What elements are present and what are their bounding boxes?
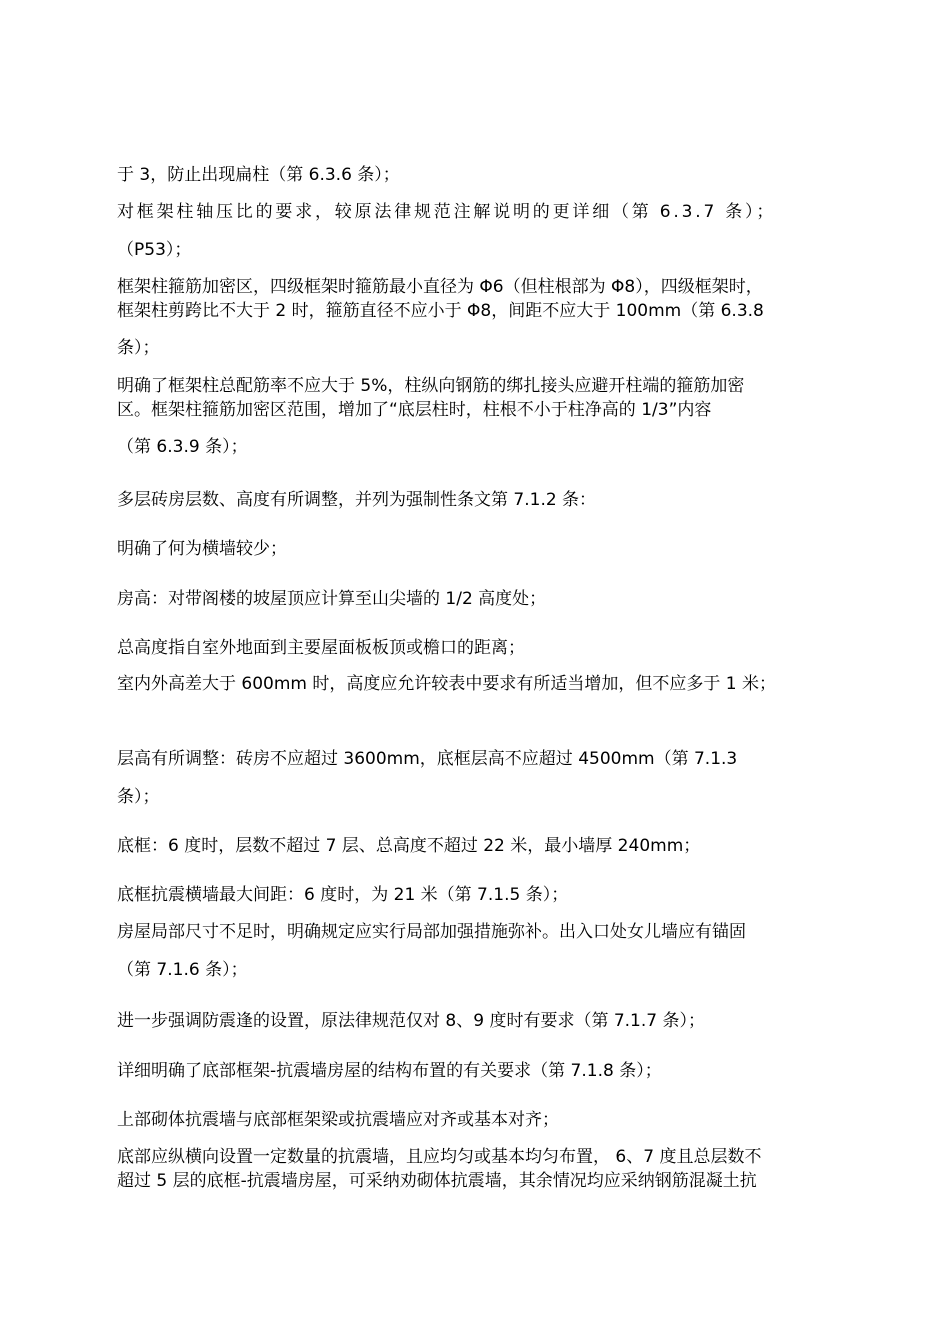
text-line: 多层砖房层数、高度有所调整，并列为强制性条文第 7.1.2 条： [117,490,597,510]
text-line: 超过 5 层的底框-抗震墙房屋，可采纳劝砌体抗震墙，其余情况均应采纳钢筋混凝土抗 [117,1171,757,1191]
text-line: 房屋局部尺寸不足时，明确规定应实行局部加强措施弥补。出入口处女儿墙应有锚固 [117,922,746,942]
text-line: 层高有所调整：砖房不应超过 3600mm，底框层高不应超过 4500mm（第 7.1.3 [117,749,738,769]
text-line: 底框：6 度时，层数不超过 7 层、总高度不超过 22 米，最小墙厚 240mm； [117,836,701,856]
text-line: 于 3，防止出现扁柱（第 6.3.6 条）； [117,165,400,185]
text-line: 明确了框架柱总配筋率不应大于 5%，柱纵向钢筋的绑扎接头应避开柱端的箍筋加密 [117,376,745,396]
text-line: 上部砌体抗震墙与底部框架梁或抗震墙应对齐或基本对齐； [117,1110,559,1130]
text-line: 详细明确了底部框架-抗震墙房屋的结构布置的有关要求（第 7.1.8 条）； [117,1061,662,1081]
text-line: 区。框架柱箍筋加密区范围，增加了“底层柱时，柱根不小于柱净高的 1/3”内容 [117,400,712,420]
text-line: 条）； [117,787,160,807]
text-line: （第 7.1.6 条）； [117,960,248,980]
text-line: 室内外高差大于 600mm 时，高度应允许较表中要求有所适当增加，但不应多于 1 米； [117,674,776,694]
text-line: 房高：对带阁楼的坡屋顶应计算至山尖墙的 1/2 高度处； [117,589,547,609]
text-line: 对框架柱轴压比的要求，较原法律规范注解说明的更详细（第 6.3.7 条）； [117,202,777,222]
text-line: 条）； [117,338,160,358]
text-line: 进一步强调防震逢的设置，原法律规范仅对 8、9 度时有要求（第 7.1.7 条）； [117,1011,706,1031]
text-line: 框架柱箍筋加密区，四级框架时箍筋最小直径为 Φ6（但柱根部为 Φ8），四级框架时， [117,277,763,297]
text-line: 总高度指自室外地面到主要屋面板板顶或檐口的距离； [117,638,525,658]
text-line: （第 6.3.9 条）； [117,437,248,457]
text-line: 框架柱剪跨比不大于 2 时，箍筋直径不应小于 Φ8，间距不应大于 100mm（第 6.3.8 [117,301,764,321]
text-line: 底部应纵横向设置一定数量的抗震墙，且应均匀或基本均匀布置， 6、7 度且总层数不 [117,1147,762,1167]
text-line: （P53）； [117,240,192,260]
text-line: 明确了何为横墙较少； [117,539,287,559]
text-line: 底框抗震横墙最大间距：6 度时，为 21 米（第 7.1.5 条）； [117,885,569,905]
